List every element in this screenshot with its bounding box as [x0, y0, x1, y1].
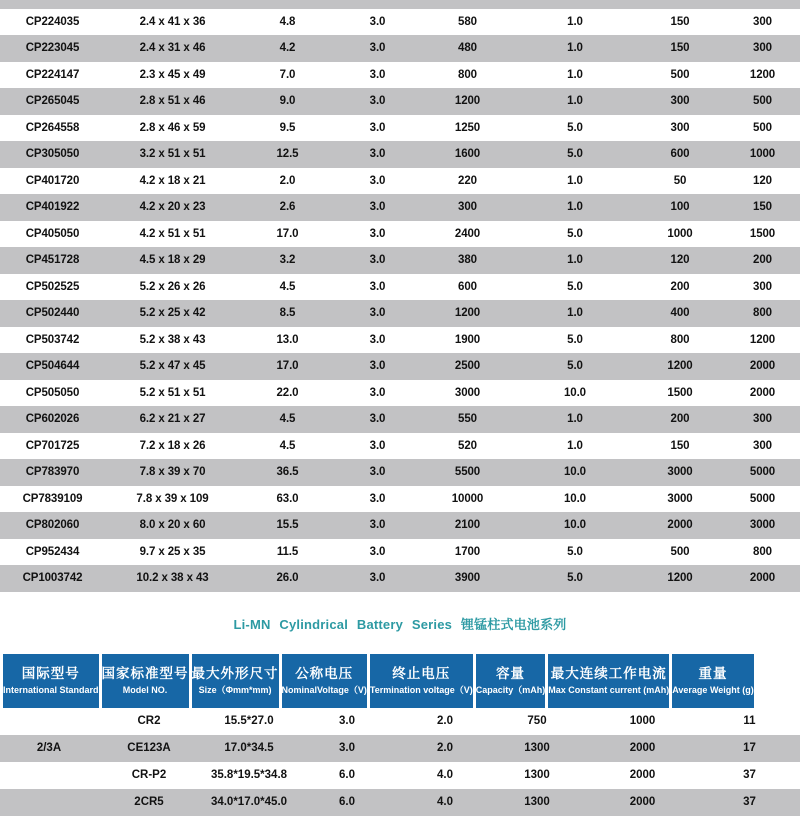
table-row: [0, 565, 800, 592]
model-cell: CP7839109: [22, 492, 83, 505]
nominal-voltage-cell: 3.0: [339, 715, 355, 727]
max-current-cell: 300: [670, 95, 690, 108]
current-cell: 10.0: [564, 466, 586, 479]
weight-cell: 11.5: [276, 545, 299, 558]
capacity-cell: 1250: [454, 121, 481, 134]
table-row: [0, 35, 800, 62]
capacity-cell: 480: [458, 42, 477, 55]
max-current-cell: [635, 0, 725, 1]
column-header-zh: 公称电压: [295, 665, 354, 681]
current-cell: 1.0: [567, 254, 583, 267]
model-cell: CP224147: [25, 68, 80, 81]
model-cell: CP952434: [25, 545, 80, 558]
max-current-cell: 1200: [667, 360, 693, 373]
capacity-cell: [420, 0, 515, 1]
column-header-zh: 最大外形尺寸: [191, 665, 279, 681]
current-cell: 1.0: [567, 413, 583, 426]
current-cell: 5.0: [567, 333, 583, 346]
max-current-cell: 1500: [667, 386, 693, 399]
table-row: [0, 353, 800, 380]
voltage-cell: 3.0: [369, 227, 386, 240]
current-cell: 1.0: [567, 307, 583, 320]
pulse-current-cell: 5000: [749, 466, 776, 479]
weight-cell: 7.0: [279, 68, 296, 81]
weight-cell: 26.0: [276, 572, 299, 585]
size-cell: 2.8 x 51 x 46: [139, 95, 206, 108]
max-current-cell: 600: [670, 148, 690, 161]
column-header-en: Model NO.: [122, 684, 168, 695]
termination-voltage-cell: 2.0: [437, 715, 453, 727]
pulse-current-cell: 200: [753, 254, 772, 267]
voltage-cell: 3.0: [369, 174, 386, 187]
current-cell: 1.0: [567, 15, 583, 28]
pulse-current-cell: 800: [753, 545, 772, 558]
pulse-current-cell: [725, 0, 800, 1]
size-cell: 4.2 x 18 x 21: [139, 174, 206, 187]
column-header-en: Size（Φmm*mm): [198, 684, 272, 695]
table-row: [0, 539, 800, 566]
capacity-cell: 5500: [454, 466, 481, 479]
capacity-cell: 2400: [454, 227, 481, 240]
max-current-cell: 1200: [667, 572, 693, 585]
intl-standard-cell: 2/3A: [36, 742, 62, 754]
voltage-cell: 3.0: [369, 360, 386, 373]
max-current-cell: 2000: [629, 796, 656, 808]
column-header-zh: 容量: [495, 665, 525, 681]
weight-cell: 8.5: [279, 307, 296, 320]
weight-cell: [240, 0, 335, 1]
capacity-cell: 380: [458, 254, 477, 267]
size-cell: 34.0*17.0*45.0: [210, 796, 288, 808]
pulse-current-cell: 5000: [749, 492, 776, 505]
column-header: [102, 654, 189, 708]
voltage-cell: 3.0: [369, 545, 386, 558]
current-cell: 5.0: [567, 227, 583, 240]
weight-cell: 17.0: [276, 227, 299, 240]
voltage-cell: 3.0: [369, 68, 386, 81]
pulse-current-cell: 500: [753, 121, 772, 134]
table-row: [0, 486, 800, 513]
weight-cell: 3.2: [279, 254, 296, 267]
size-cell: 5.2 x 25 x 42: [139, 307, 206, 320]
weight-cell: 4.5: [279, 280, 296, 293]
max-current-cell: 100: [670, 201, 690, 214]
voltage-cell: 3.0: [369, 492, 386, 505]
size-cell: 10.2 x 38 x 43: [136, 572, 209, 585]
termination-voltage-cell: 2.0: [437, 742, 453, 754]
limn-cylindrical-table: [0, 654, 800, 816]
size-cell: 5.2 x 38 x 43: [139, 333, 206, 346]
table-row: [0, 406, 800, 433]
weight-cell: 2.6: [279, 201, 296, 214]
weight-cell: 11: [743, 715, 756, 727]
current-cell: 1.0: [567, 174, 583, 187]
table-row: [0, 168, 800, 195]
weight-cell: 15.5: [276, 519, 299, 532]
voltage-cell: 3.0: [369, 572, 386, 585]
size-cell: 2.3 x 45 x 49: [139, 68, 206, 81]
weight-cell: 9.0: [279, 95, 296, 108]
termination-voltage-cell: 4.0: [437, 769, 453, 781]
weight-cell: 4.8: [279, 15, 296, 28]
pulse-current-cell: 300: [753, 42, 772, 55]
model-cell: CP265045: [25, 95, 80, 108]
voltage-cell: 3.0: [369, 466, 386, 479]
pulse-current-cell: 120: [753, 174, 772, 187]
max-current-cell: 150: [670, 42, 690, 55]
table-row: [0, 141, 800, 168]
column-header-zh: 国家标准型号: [101, 665, 189, 681]
table-row: [0, 115, 800, 142]
pulse-current-cell: 300: [753, 15, 772, 28]
size-cell: 17.0*34.5: [224, 742, 274, 754]
table-row: [0, 221, 800, 248]
size-cell: 35.8*19.5*34.8: [210, 769, 288, 781]
table-row: [0, 762, 800, 789]
capacity-cell: 580: [458, 15, 477, 28]
current-cell: 1.0: [567, 439, 583, 452]
size-cell: [105, 0, 240, 1]
pulse-current-cell: 2000: [749, 386, 776, 399]
size-cell: 2.4 x 31 x 46: [139, 42, 206, 55]
table-row: [0, 300, 800, 327]
pulse-current-cell: 2000: [749, 572, 776, 585]
capacity-cell: 1700: [454, 545, 481, 558]
voltage-cell: 3.0: [369, 439, 386, 452]
voltage-cell: 3.0: [369, 307, 386, 320]
size-cell: 7.8 x 39 x 109: [136, 492, 209, 505]
max-current-cell: 300: [670, 121, 690, 134]
table-row: [0, 62, 800, 89]
capacity-cell: 1300: [524, 796, 550, 808]
column-header: [672, 654, 754, 708]
size-cell: 5.2 x 26 x 26: [139, 280, 206, 293]
max-current-cell: 2000: [629, 742, 656, 754]
current-cell: 10.0: [564, 386, 586, 399]
column-header-en: International Standard: [3, 684, 99, 695]
model-cell: CP802060: [25, 519, 80, 532]
capacity-cell: 520: [458, 439, 477, 452]
size-cell: 5.2 x 51 x 51: [139, 386, 206, 399]
size-cell: 8.0 x 20 x 60: [139, 519, 206, 532]
pulse-current-cell: 2000: [749, 360, 776, 373]
current-cell: 5.0: [567, 280, 583, 293]
current-cell: 1.0: [567, 68, 583, 81]
max-current-cell: 1000: [629, 715, 656, 727]
nominal-voltage-cell: 3.0: [339, 742, 355, 754]
pulse-current-cell: 300: [753, 413, 772, 426]
column-header: [370, 654, 473, 708]
current-cell: [515, 0, 635, 1]
table-row: [0, 9, 800, 36]
weight-cell: 9.5: [279, 121, 296, 134]
table-row: [0, 88, 800, 115]
voltage-cell: 3.0: [369, 15, 386, 28]
nominal-voltage-cell: 6.0: [339, 769, 355, 781]
weight-cell: 63.0: [276, 492, 299, 505]
max-current-cell: 3000: [667, 466, 693, 479]
current-cell: 10.0: [564, 519, 586, 532]
current-cell: 5.0: [567, 148, 583, 161]
model-cell: 2CR5: [134, 796, 164, 808]
current-cell: 1.0: [567, 42, 583, 55]
capacity-cell: 550: [458, 413, 477, 426]
voltage-cell: 3.0: [369, 413, 386, 426]
max-current-cell: 200: [670, 413, 690, 426]
capacity-cell: 2500: [454, 360, 481, 373]
max-current-cell: 2000: [629, 769, 656, 781]
size-cell: 9.7 x 25 x 35: [139, 545, 206, 558]
weight-cell: 22.0: [276, 386, 299, 399]
capacity-cell: 3000: [454, 386, 481, 399]
voltage-cell: 3.0: [369, 519, 386, 532]
capacity-cell: 1300: [524, 769, 550, 781]
voltage-cell: 3.0: [369, 121, 386, 134]
model-cell: CP783970: [25, 466, 80, 479]
weight-cell: 4.2: [279, 42, 296, 55]
size-cell: 4.2 x 20 x 23: [139, 201, 206, 214]
capacity-cell: 750: [527, 715, 547, 727]
column-header-zh: 重量: [698, 665, 728, 681]
size-cell: 2.8 x 46 x 59: [139, 121, 206, 134]
model-cell: CR-P2: [131, 769, 167, 781]
column-header-en: Average Weight (g): [672, 684, 754, 695]
model-cell: CP1003742: [22, 572, 83, 585]
capacity-cell: 220: [458, 174, 477, 187]
voltage-cell: 3.0: [369, 42, 386, 55]
capacity-cell: 3900: [454, 572, 481, 585]
weight-cell: 12.5: [276, 148, 299, 161]
table-row: [0, 512, 800, 539]
model-cell: CP451728: [25, 254, 80, 267]
pulse-current-cell: 500: [753, 95, 772, 108]
max-current-cell: 400: [670, 307, 690, 320]
max-current-cell: 500: [670, 68, 690, 81]
model-cell: CP401922: [25, 201, 80, 214]
weight-cell: 2.0: [279, 174, 296, 187]
max-current-cell: 120: [670, 254, 690, 267]
model-cell: CP504644: [25, 360, 80, 373]
column-header-en: Capacity（mAh): [475, 684, 546, 695]
capacity-cell: 1600: [454, 148, 481, 161]
pulse-current-cell: 800: [753, 307, 772, 320]
column-header: [3, 654, 99, 708]
model-cell: [0, 0, 105, 1]
voltage-cell: 3.0: [369, 333, 386, 346]
model-cell: CE123A: [127, 742, 171, 754]
voltage-cell: 3.0: [369, 280, 386, 293]
pulse-current-cell: 300: [753, 439, 772, 452]
current-cell: 5.0: [567, 545, 583, 558]
table-row: [0, 735, 800, 762]
table-row: [0, 247, 800, 274]
capacity-cell: 1200: [454, 307, 481, 320]
table-row: [0, 0, 800, 9]
column-header-zh: 最大连续工作电流: [550, 665, 667, 681]
table-row: [0, 194, 800, 221]
column-header: [476, 654, 546, 708]
current-cell: 5.0: [567, 360, 583, 373]
table-row: [0, 433, 800, 460]
model-cell: CP502440: [25, 307, 80, 320]
column-header-en: Termination voltage（V): [369, 684, 473, 695]
weight-cell: 36.5: [276, 466, 299, 479]
max-current-cell: 200: [670, 280, 690, 293]
pulse-current-cell: 1000: [749, 148, 776, 161]
table-row: [0, 327, 800, 354]
current-cell: 1.0: [567, 95, 583, 108]
model-cell: CP223045: [25, 42, 80, 55]
column-header-en: NominalVoltage（V): [281, 684, 367, 695]
capacity-cell: 300: [458, 201, 477, 214]
model-cell: CP305050: [25, 148, 80, 161]
weight-cell: 37: [743, 769, 756, 781]
model-cell: CP405050: [25, 227, 80, 240]
max-current-cell: 3000: [667, 492, 693, 505]
voltage-cell: [335, 0, 420, 1]
table-row: [0, 274, 800, 301]
weight-cell: 17: [743, 742, 756, 754]
size-cell: 6.2 x 21 x 27: [139, 413, 206, 426]
pulse-current-cell: 150: [753, 201, 772, 214]
current-cell: 1.0: [567, 201, 583, 214]
max-current-cell: 2000: [667, 519, 693, 532]
current-cell: 5.0: [567, 121, 583, 134]
voltage-cell: 3.0: [369, 148, 386, 161]
model-cell: CP505050: [25, 386, 80, 399]
section-title: Li-MN Cylindrical Battery Series 锂锰柱式电池系列: [233, 616, 567, 632]
capacity-cell: 600: [458, 280, 477, 293]
table-row: [0, 459, 800, 486]
model-cell: CP602026: [25, 413, 80, 426]
capacity-cell: 2100: [454, 519, 481, 532]
column-header: [548, 654, 669, 708]
voltage-cell: 3.0: [369, 95, 386, 108]
capacity-cell: 1200: [454, 95, 481, 108]
size-cell: 15.5*27.0: [224, 715, 274, 727]
capacity-cell: 800: [458, 68, 477, 81]
max-current-cell: 150: [670, 15, 690, 28]
pulse-current-cell: 1500: [749, 227, 776, 240]
size-cell: 4.5 x 18 x 29: [139, 254, 206, 267]
size-cell: 4.2 x 51 x 51: [139, 227, 206, 240]
pulse-current-cell: 3000: [749, 519, 776, 532]
size-cell: 5.2 x 47 x 45: [139, 360, 206, 373]
weight-cell: 4.5: [279, 413, 296, 426]
size-cell: 7.2 x 18 x 26: [139, 439, 206, 452]
capacity-cell: 1900: [454, 333, 481, 346]
voltage-cell: 3.0: [369, 386, 386, 399]
weight-cell: 17.0: [276, 360, 299, 373]
model-cell: CP503742: [25, 333, 80, 346]
capacity-cell: 10000: [451, 492, 484, 505]
max-current-cell: 500: [670, 545, 690, 558]
model-cell: CR2: [137, 715, 161, 727]
max-current-cell: 50: [673, 174, 687, 187]
pulse-current-cell: 1200: [749, 68, 776, 81]
size-cell: 3.2 x 51 x 51: [139, 148, 206, 161]
max-current-cell: 150: [670, 439, 690, 452]
table-row: [0, 708, 800, 735]
model-cell: CP502525: [25, 280, 80, 293]
weight-cell: 37: [743, 796, 756, 808]
current-cell: 10.0: [564, 492, 586, 505]
pulse-current-cell: 1200: [749, 333, 776, 346]
termination-voltage-cell: 4.0: [437, 796, 453, 808]
size-cell: 2.4 x 41 x 36: [139, 15, 206, 28]
model-cell: CP701725: [25, 439, 80, 452]
model-cell: CP401720: [25, 174, 80, 187]
pulse-current-cell: 300: [753, 280, 772, 293]
column-header-zh: 终止电压: [392, 665, 451, 681]
column-header: [282, 654, 367, 708]
weight-cell: 13.0: [276, 333, 299, 346]
table-body: [0, 708, 800, 816]
max-current-cell: 1000: [667, 227, 693, 240]
table-row: [0, 789, 800, 816]
column-header-en: Max Constant current (mAh): [548, 684, 670, 695]
model-cell: CP224035: [25, 15, 80, 28]
voltage-cell: 3.0: [369, 201, 386, 214]
current-cell: 5.0: [567, 572, 583, 585]
model-cell: CP264558: [25, 121, 80, 134]
voltage-cell: 3.0: [369, 254, 386, 267]
weight-cell: 4.5: [279, 439, 296, 452]
max-current-cell: 800: [670, 333, 690, 346]
table-header-row: [0, 654, 800, 708]
column-header-zh: 国际型号: [21, 665, 80, 681]
capacity-cell: 1300: [524, 742, 550, 754]
column-header: [192, 654, 279, 708]
table-row: [0, 380, 800, 407]
nominal-voltage-cell: 6.0: [339, 796, 355, 808]
size-cell: 7.8 x 39 x 70: [139, 466, 206, 479]
